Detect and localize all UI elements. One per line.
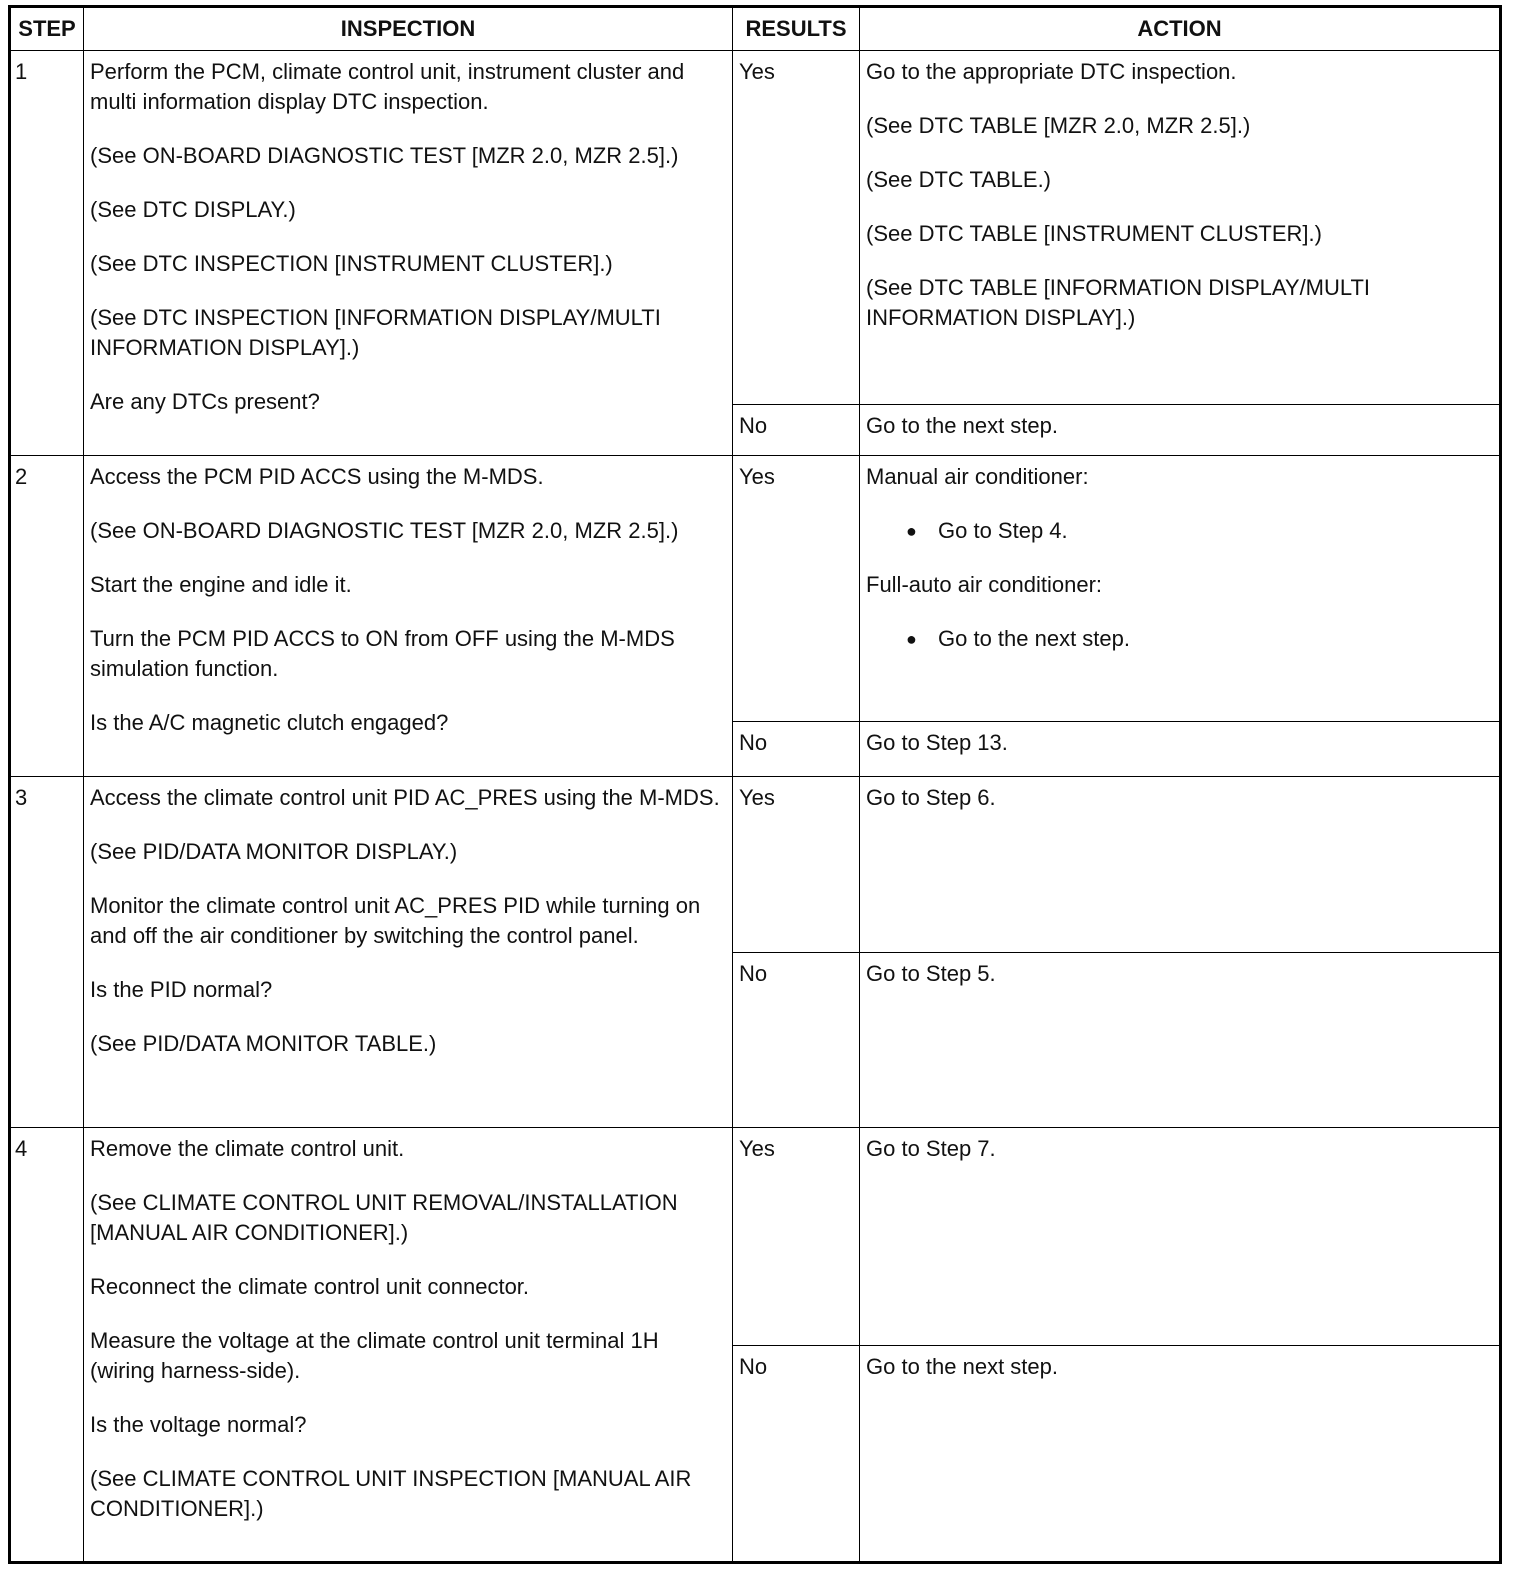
inspection-cell [84,51,733,456]
inspection-text: Access the PCM PID ACCS using the M-MDS. [90,464,544,489]
inspection-question: Is the voltage normal? [90,1412,307,1437]
result-yes: Yes [733,51,860,405]
header-action: ACTION [860,7,1501,51]
inspection-text: Start the engine and idle it. [90,572,352,597]
inspection-text: Access the climate control unit PID AC_PRES using the M-MDS. [90,785,720,810]
result-no: No [733,953,860,1128]
action-no: Go to Step 13. [860,722,1501,777]
table-row [10,51,1501,405]
result-yes: Yes [733,1128,860,1346]
result-no: No [733,405,860,456]
bullet-icon: ● [906,629,917,649]
header-row [10,7,1501,51]
inspection-text: (See DTC INSPECTION [INSTRUMENT CLUSTER].) [90,251,613,276]
result-no: No [733,722,860,777]
inspection-text: Perform the PCM, climate control unit, instrument cluster and multi information display DTC inspection. [90,59,685,114]
result-no: No [733,1346,860,1563]
action-text: (See DTC TABLE [INSTRUMENT CLUSTER].) [866,221,1322,246]
inspection-text: (See DTC DISPLAY.) [90,197,296,222]
inspection-question: Is the A/C magnetic clutch engaged? [90,710,449,735]
inspection-text: (See PID/DATA MONITOR TABLE.) [90,1031,437,1056]
result-yes: Yes [733,456,860,722]
action-text: (See DTC TABLE [MZR 2.0, MZR 2.5].) [866,113,1251,138]
inspection-text: (See CLIMATE CONTROL UNIT INSPECTION [MANUAL AIR CONDITIONER].) [90,1466,692,1521]
action-no: Go to Step 5. [860,953,1501,1128]
action-no: Go to the next step. [860,1346,1501,1563]
inspection-text: (See CLIMATE CONTROL UNIT REMOVAL/INSTALLATION [MANUAL AIR CONDITIONER].) [90,1190,678,1245]
step-number: 2 [10,456,84,777]
action-yes [860,777,1501,953]
inspection-text: Measure the voltage at the climate control unit terminal 1H (wiring harness-side). [90,1328,659,1383]
action-text: (See DTC TABLE.) [866,167,1052,192]
header-results: RESULTS [733,7,860,51]
inspection-cell [84,1128,733,1563]
header-inspection: INSPECTION [84,7,733,51]
step-number: 4 [10,1128,84,1563]
action-yes [860,456,1501,722]
action-yes [860,51,1501,405]
step-number: 3 [10,777,84,1128]
action-text: (See DTC TABLE [INFORMATION DISPLAY/MULTI INFORMATION DISPLAY].) [866,275,1371,330]
header-step: STEP [10,7,84,51]
inspection-text: (See DTC INSPECTION [INFORMATION DISPLAY/MULTI INFORMATION DISPLAY].) [90,305,661,360]
bullet-item [906,516,1493,546]
action-text: Go to the appropriate DTC inspection. [866,59,1237,84]
inspection-text: (See ON-BOARD DIAGNOSTIC TEST [MZR 2.0, MZR 2.5].) [90,518,679,543]
table-row [10,777,1501,953]
inspection-text: (See ON-BOARD DIAGNOSTIC TEST [MZR 2.0, MZR 2.5].) [90,143,679,168]
inspection-text: Reconnect the climate control unit connector. [90,1274,530,1299]
action-text: Go to Step 6. [866,785,996,810]
bullet-icon: ● [906,521,917,541]
action-text: Full-auto air conditioner: [866,572,1103,597]
step-number: 1 [10,51,84,456]
bullet-item [906,624,1493,654]
inspection-text: (See PID/DATA MONITOR DISPLAY.) [90,839,458,864]
action-text: Go to the next step. [938,626,1131,651]
inspection-text: Remove the climate control unit. [90,1136,405,1161]
inspection-cell [84,456,733,777]
action-yes [860,1128,1501,1346]
action-text: Manual air conditioner: [866,464,1089,489]
table-row [10,456,1501,722]
action-text: Go to Step 7. [866,1136,996,1161]
action-text: Go to Step 4. [938,518,1068,543]
inspection-question: Is the PID normal? [90,977,273,1002]
inspection-question: Are any DTCs present? [90,389,320,414]
diagnostic-procedure-table [8,5,1502,1564]
action-no: Go to the next step. [860,405,1501,456]
result-yes: Yes [733,777,860,953]
inspection-cell [84,777,733,1128]
inspection-text: Turn the PCM PID ACCS to ON from OFF using the M-MDS simulation function. [90,626,675,681]
inspection-text: Monitor the climate control unit AC_PRES PID while turning on and off the air conditioner by switching the control panel. [90,893,701,948]
table-row [10,1128,1501,1346]
